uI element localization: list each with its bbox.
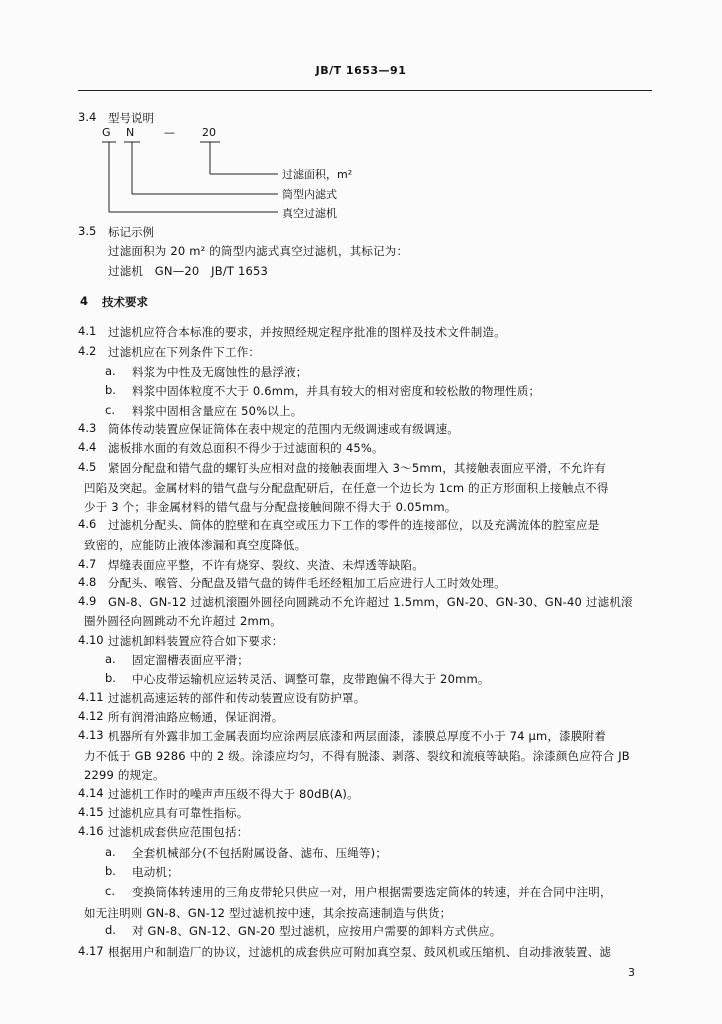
clause-continuation: 2299 的规定。 bbox=[84, 768, 165, 782]
section-3-4-title: 型号说明 bbox=[108, 111, 154, 125]
clause-text: 过滤机成套供应范围包括： bbox=[108, 825, 249, 839]
clause-number: 4.1 bbox=[78, 324, 97, 338]
clause-text: 过滤机应在下列条件下工作： bbox=[108, 345, 261, 359]
section-4-number: 4 bbox=[80, 294, 89, 308]
clause-text: 过滤机高速运转的部件和传动装置应设有防护罩。 bbox=[108, 691, 366, 705]
list-item-marker: d. bbox=[105, 923, 116, 937]
legend-vacuum-filter: 真空过滤机 bbox=[282, 207, 337, 220]
clause-continuation: 力不低于 GB 9286 中的 2 级。涂漆应均匀，不得有脱漆、剥落、裂纹和流痕等缺陷。涂漆颜色应符合 JB bbox=[84, 749, 630, 763]
list-item-marker: a. bbox=[105, 845, 116, 859]
clause-text: 料浆为中性及无腐蚀性的悬浮液； bbox=[132, 365, 308, 379]
clause-continuation: 致密的，应能防止液体渗漏和真空度降低。 bbox=[84, 538, 307, 552]
clause-text: GN-8、GN-12 过滤机滚圈外圆径向圆跳动不允许超过 1.5mm，GN-20、GN-30、GN-40 过滤机滚 bbox=[108, 595, 633, 609]
clause-continuation: 少于 3 个；非金属材料的错气盘与分配盘接触间隙不得大于 0.05mm。 bbox=[84, 500, 457, 514]
clause-continuation: 圈外圆径向圆跳动不允许超过 2mm。 bbox=[84, 614, 282, 628]
list-item-marker: c. bbox=[105, 884, 115, 898]
model-code-area: 20 bbox=[202, 126, 216, 139]
clause-number: 4.16 bbox=[78, 824, 104, 838]
clause-text: 对 GN-8、GN-12、GN-20 型过滤机，应按用户需要的卸料方式供应。 bbox=[132, 924, 502, 938]
clause-number: 4.7 bbox=[78, 557, 97, 571]
clause-text: 料浆中固体粒度不大于 0.6mm，并具有较大的相对密度和较松散的物理性质； bbox=[132, 384, 541, 398]
clause-text: 过滤机分配头、筒体的腔壁和在真空或压力下工作的零件的连接部位，以及充满流体的腔室应是 bbox=[108, 518, 600, 532]
list-item-marker: a. bbox=[105, 364, 116, 378]
clause-number: 4.3 bbox=[78, 421, 97, 435]
clause-number: 4.14 bbox=[78, 786, 104, 800]
clause-text: 料浆中固相含量应在 50%以上。 bbox=[132, 404, 303, 418]
section-4-title: 技术要求 bbox=[102, 295, 148, 309]
clause-number: 4.15 bbox=[78, 805, 104, 819]
marking-example-code: 过滤机 GN—20 JB/T 1653 bbox=[108, 264, 269, 278]
clause-number: 4.2 bbox=[78, 344, 97, 358]
clause-number: 4.12 bbox=[78, 709, 104, 723]
clause-text: 所有润滑油路应畅通，保证润滑。 bbox=[108, 710, 284, 724]
clause-text: 全套机械部分(不包括附属设备、滤布、压绳等)； bbox=[132, 846, 388, 860]
clause-number: 4.10 bbox=[78, 633, 104, 647]
clause-text: 焊缝表面应平整，不许有烧穿、裂纹、夹渣、未焊透等缺陷。 bbox=[108, 558, 424, 572]
clause-number: 4.6 bbox=[78, 517, 97, 531]
list-item-marker: b. bbox=[105, 864, 116, 878]
section-3-5-title: 标记示例 bbox=[108, 225, 154, 239]
model-code-dash: — bbox=[164, 126, 175, 139]
list-item-marker: a. bbox=[105, 652, 116, 666]
clause-text: 根据用户和制造厂的协议，过滤机的成套供应可附加真空泵、鼓风机或压缩机、自动排液装置、滤 bbox=[108, 945, 612, 959]
header-rule bbox=[78, 90, 652, 91]
clause-text: 电动机； bbox=[132, 865, 179, 879]
clause-number: 4.5 bbox=[78, 460, 97, 474]
clause-text: 滤板排水面的有效总面积不得少于过滤面积的 45%。 bbox=[108, 441, 384, 455]
clause-text: 中心皮带运输机应运转灵活、调整可靠，皮带跑偏不得大于 20mm。 bbox=[132, 672, 490, 686]
clause-text: 过滤机应符合本标准的要求，并按照经规定程序批准的图样及技术文件制造。 bbox=[108, 325, 506, 339]
clause-number: 4.8 bbox=[78, 575, 97, 589]
clause-text: 过滤机应具有可靠性指标。 bbox=[108, 806, 249, 820]
clause-number: 4.4 bbox=[78, 440, 97, 454]
legend-filter-area: 过滤面积，m² bbox=[282, 168, 353, 181]
clause-text: 过滤机卸料装置应符合如下要求： bbox=[108, 634, 284, 648]
model-code-n: N bbox=[126, 126, 135, 139]
clause-text: 分配头、喉管、分配盘及错气盘的铸件毛坯经粗加工后应进行人工时效处理。 bbox=[108, 576, 506, 590]
clause-number: 4.13 bbox=[78, 728, 104, 742]
clause-text: 筒体传动装置应保证筒体在表中规定的范围内无级调速或有级调速。 bbox=[108, 422, 459, 436]
clause-text: 紧固分配盘和错气盘的螺钉头应相对盘的接触表面埋入 3～5mm，其接触表面应平滑，不允许有 bbox=[108, 461, 606, 475]
legend-drum-inner: 筒型内滤式 bbox=[282, 188, 337, 201]
clause-continuation: 如无注明则 GN-8、GN-12 型过滤机按中速，其余按高速制造与供货； bbox=[84, 906, 452, 920]
clause-number: 4.9 bbox=[78, 594, 97, 608]
section-3-5-number: 3.5 bbox=[78, 224, 97, 238]
list-item-marker: b. bbox=[105, 383, 116, 397]
clause-text: 过滤机工作时的噪声声压级不得大于 80dB(A)。 bbox=[108, 787, 359, 801]
model-diagram bbox=[78, 128, 398, 228]
model-code-g: G bbox=[102, 126, 111, 139]
clause-continuation: 凹陷及突起。金属材料的错气盘与分配盘配研后，在任意一个边长为 1cm 的正方形面积上接触点不得 bbox=[84, 481, 609, 495]
list-item-marker: c. bbox=[105, 403, 115, 417]
section-3-4-number: 3.4 bbox=[78, 110, 97, 124]
clause-text: 机器所有外露非加工金属表面均应涂两层底漆和两层面漆，漆膜总厚度不小于 74 μm，漆膜附着 bbox=[108, 729, 606, 743]
clause-number: 4.17 bbox=[78, 944, 104, 958]
clause-text: 变换筒体转速用的三角皮带轮只供应一对，用户根据需要选定筒体的转速，并在合同中注明， bbox=[132, 885, 612, 899]
page-number: 3 bbox=[628, 966, 635, 979]
clause-number: 4.11 bbox=[78, 690, 104, 704]
list-item-marker: b. bbox=[105, 671, 116, 685]
clause-text: 固定溜槽表面应平滑； bbox=[132, 653, 249, 667]
standard-header: JB/T 1653—91 bbox=[315, 64, 407, 77]
marking-example-text: 过滤面积为 20 m² 的筒型内滤式真空过滤机，其标记为： bbox=[108, 244, 409, 258]
